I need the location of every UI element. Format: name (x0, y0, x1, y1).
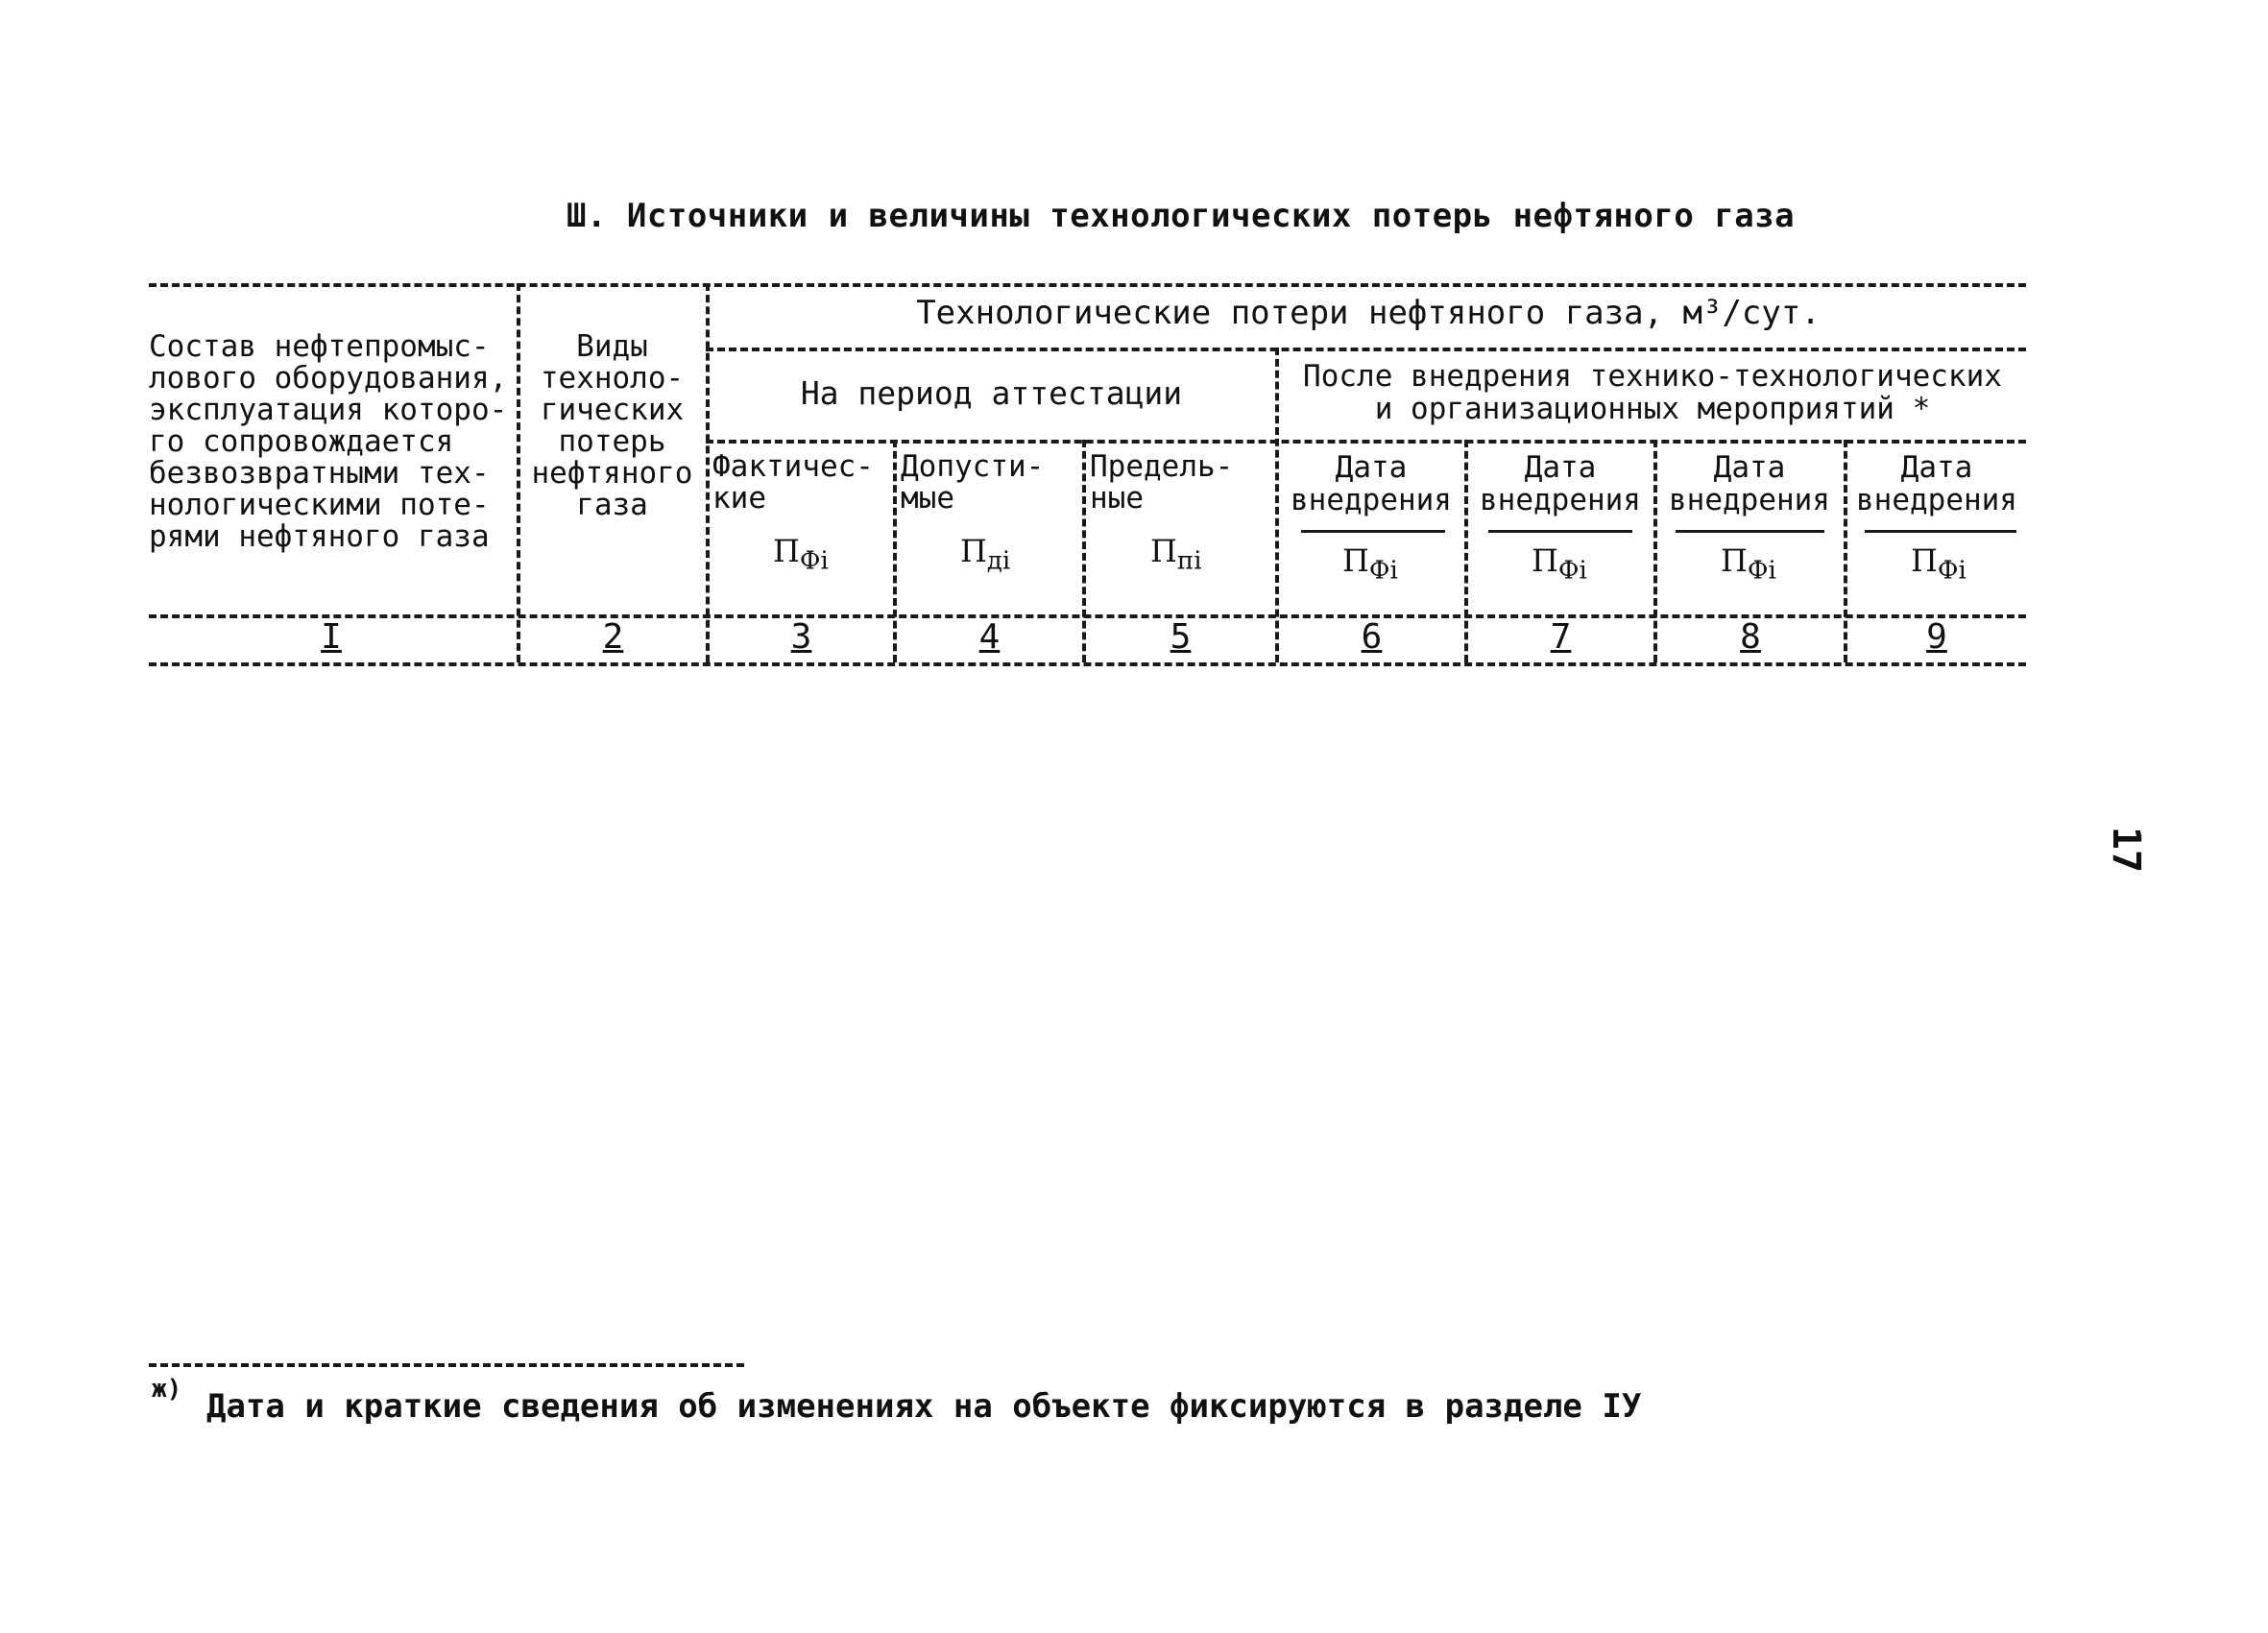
symbol-c5: $П_{пi}$ (1150, 533, 1202, 576)
header-actual: Фактичес- кие (712, 449, 874, 516)
footnote-separator (149, 1363, 744, 1367)
table-top-border (149, 283, 2026, 287)
col-number-3: 3 (790, 617, 812, 657)
rule-9 (1865, 530, 2016, 533)
header-group-after: После внедрения технико-технологических и организационных мероприятий * (1303, 359, 2002, 426)
col-number-4: 4 (978, 617, 1001, 657)
col-number-5: 5 (1170, 617, 1192, 657)
header-limit: Предель- ные (1090, 449, 1234, 516)
footnote-text: Дата и краткие сведения об изменениях на объекте фиксируются в разделе IУ (206, 1387, 1642, 1426)
header-permissible: Допусти- мые (901, 449, 1045, 516)
header-col1: Состав нефтепромыс- лового оборудования, эксплуатация которо- го сопровождается безвозвратными тех- нологическими поте- рями нефтяного газа (149, 329, 508, 554)
page-number: 17 (2104, 826, 2149, 874)
number-row-bottom (149, 662, 2026, 666)
col-number-9: 9 (1926, 617, 1947, 657)
header-date-7: Дата внедрения (1480, 450, 1641, 517)
rule-7 (1488, 530, 1632, 533)
col-number-1: I (321, 617, 342, 657)
header-divider-2 (706, 440, 2026, 444)
header-col2: Виды техноло- гических потерь нефтяного газа (531, 329, 693, 522)
symbol-c9: $П_{Фi}$ (1911, 542, 1966, 586)
col-number-2: 2 (602, 617, 624, 657)
header-date-9: Дата внедрения (1856, 450, 2017, 517)
col-sep-2 (706, 283, 710, 662)
rule-8 (1676, 530, 1824, 533)
col-number-8: 8 (1740, 617, 1761, 657)
symbol-c8: $П_{Фi}$ (1721, 542, 1776, 586)
footnote-mark: ж) (152, 1375, 182, 1404)
header-group-attestation: На период аттестации (800, 374, 1183, 412)
header-date-6: Дата внедрения (1291, 450, 1452, 517)
symbol-c6: $П_{Фi}$ (1342, 542, 1398, 586)
symbol-c3: $П_{Фi}$ (773, 533, 829, 576)
col-number-7: 7 (1550, 617, 1572, 657)
rule-6 (1301, 530, 1445, 533)
header-date-8: Дата внедрения (1669, 450, 1830, 517)
header-divider-1 (706, 348, 2026, 351)
page-title: Ш. Источники и величины технологических потерь нефтяного газа (567, 197, 1796, 235)
symbol-c4: $П_{дi}$ (960, 533, 1011, 576)
col-number-6: 6 (1361, 617, 1383, 657)
header-total-losses: Технологические потери нефтяного газа, м³/сут. (916, 294, 1821, 332)
symbol-c7: $П_{Фi}$ (1532, 542, 1587, 586)
